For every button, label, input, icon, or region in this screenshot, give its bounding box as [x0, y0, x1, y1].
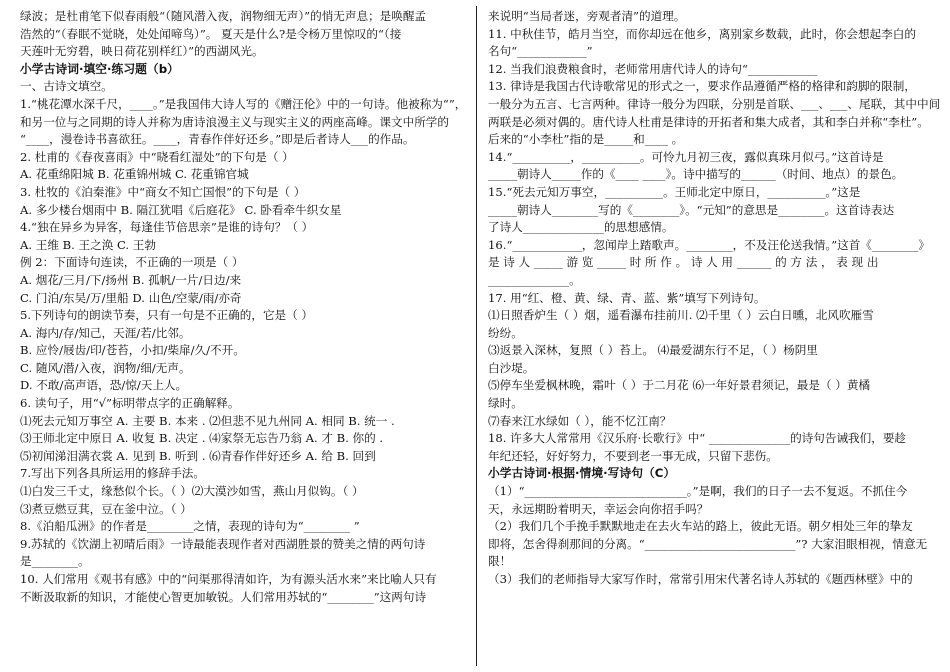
text-line: 后来的“小李杜”指的是_____和____ 。: [488, 132, 684, 147]
text-line: 9.苏轼的《饮湖上初晴后雨》一诗最能表现作者对西湖胜景的赞美之情的两句诗: [20, 536, 426, 551]
text-line: A. 多少楼台烟雨中 B. 隔江犹唱《后庭花》 C. 卧看牵牛织女星: [20, 202, 342, 217]
text-line: 来说明“当局者迷，旁观者清”的道理。: [488, 9, 686, 23]
text-line: ⑶煮豆燃豆萁，豆在釜中泣。（ ）: [20, 501, 192, 516]
text-line: A. 花重绵阳城 B. 花重锦州城 C. 花重锦官城: [20, 167, 249, 182]
text-line: 两联是必须对偶的。唐代诗人杜甫是律诗的开拓者和集大成者，其和李白并称“李杜”。: [488, 114, 929, 129]
text-line: ⑴死去元知万事空 A. 主要 B. 本来 . ⑵但悲不见九州同 A. 相同 B. 统一 .: [20, 413, 395, 428]
text-line: A. 烟花/三月/下/扬州 B. 孤帆/一片/日边/来: [20, 272, 242, 287]
text-line: 4.“独在异乡为异客，每逢佳节倍思亲”是谁的诗句？（ ）: [20, 220, 314, 235]
right-column: [488, 8, 940, 589]
text-line: ⑸初闻涕泪满衣裳 A. 见到 B. 听到 . ⑹青春作伴好还乡 A. 给 B. 回到: [20, 448, 376, 463]
text-line: 17. 用“红、橙、黄、绿、青、蓝、紫”填写下列诗句。: [488, 290, 766, 305]
text-line: A. 王维 B. 王之涣 C. 王勃: [20, 237, 156, 252]
text-line: ⑴白发三千丈，缘愁似个长。（ ）⑵大漠沙如雪，燕山月似钩。（ ）: [20, 484, 364, 499]
text-line: 14.“__________，__________。可怜九月初三夜，露似真珠月似弓。”这首诗是: [488, 149, 884, 164]
text-line: 纷纷。: [488, 325, 523, 340]
text-line: D. 不敢/高声语，恐/惊/天上人。: [20, 378, 188, 393]
text-line: 即将，怎舍得刹那间的分离。“__________________________”? 大家泪眼相视，情意无: [488, 536, 928, 551]
text-line: （2）我们几个手挽手默默地走在去火车站的路上，彼此无语。朝夕相处三年的挚友: [488, 519, 913, 534]
text-line: 6. 读句子，用“√”标明带点字的正确解释。: [20, 396, 240, 411]
text-line: 是________。: [20, 554, 90, 569]
text-line: 限！: [488, 554, 512, 569]
text-line: 3. 杜牧的《泊秦淮》中“商女不知亡国恨”的下句是（ ）: [20, 184, 306, 199]
text-line: ⑶返景入深林，复照（ ）苔上。 ⑷最爱湖东行不足，（ ）杨阴里: [488, 343, 818, 358]
text-line: 浩然的“（春眠不觉晓，处处闻啼鸟）”。 夏天是什么?是令杨万里惊叹的“（接: [20, 26, 402, 41]
text-line: 18. 许多大人常常用《汉乐府·长歌行》中“ ______________的诗句告诫我们，要趁: [488, 431, 907, 446]
text-line: 一、古诗文填空。: [20, 79, 113, 94]
text-line: 2. 杜甫的《春夜喜雨》中“晓看红湿处”的下句是（ ）: [20, 149, 294, 164]
text-line: 13. 律诗是我国古代诗歌常见的形式之一，要求作品遵循严格的格律和韵脚的限制，: [488, 79, 916, 94]
text-line: 不断汲取新的知识，才能使心智更加敏锐。人们常用苏轼的“________”这两句诗: [20, 589, 427, 604]
text-line: _____朝诗人________写的《________》。“元知”的意思是________。这首诗表达: [488, 202, 895, 217]
section-heading: 小学古诗词·填空·练习题（b）: [20, 61, 179, 76]
text-line: 一般分为五言、七言两种。律诗一般分为四联，分别是首联、___、___、尾联，其中中间: [488, 96, 940, 111]
text-line: （3）我们的老师指导大家写作时，常常引用宋代著名诗人苏轼的《题西林壁》中的: [488, 572, 913, 586]
text-line: “____，漫卷诗书喜欲狂。____，青春作伴好还乡。”即是后者诗人___的作品。: [20, 132, 415, 147]
text-line: 绿波；是杜甫笔下似春雨般“（随风潜入夜，润物细无声）”的悄无声息；是唤醒孟: [20, 9, 427, 23]
text-line: ______________。: [488, 272, 581, 287]
text-line: C. 随风/潜/入夜，润物/细/无声。: [20, 360, 191, 375]
text-line: 1.“桃花潭水深千尺，____。”是我国伟大诗人写的《赠汪伦》中的一句诗。他被称为“”，: [20, 96, 467, 111]
text-line: 天，永远期盼着明天，幸运会向你招手吗？: [488, 501, 709, 516]
left-column: [20, 8, 468, 606]
text-line: 5.下列诗句的朗读节奏，只有一句是不正确的，它是（ ）: [20, 308, 313, 323]
text-line: 和另一位与之同期的诗人并称为唐诗浪漫主义与现实主义的两座高峰。课文中所学的: [20, 114, 449, 129]
section-heading: 小学古诗词·根据·情境·写诗句（C）: [488, 466, 676, 481]
text-line: 白沙堤。: [488, 360, 535, 375]
text-line: 绿时。: [488, 396, 523, 411]
text-line: 16.“____________，忽闻岸上踏歌声。________，不及汪伦送我情。”这首《________》: [488, 237, 930, 252]
text-line: 8.《泊船瓜洲》的作者是________之情，表现的诗句为“________ ”: [20, 519, 360, 534]
text-line: 11. 中秋佳节，皓月当空，而你却远在他乡，离别家乡数载，此时，你会想起李白的: [488, 26, 916, 41]
text-line: 12. 当我们浪费粮食时，老师常用唐代诗人的诗句“____________: [488, 61, 818, 76]
text-line: ⑶王师北定中原日 A. 收复 B. 决定 . ⑷家祭无忘告乃翁 A. 才 B. 你的 .: [20, 431, 384, 446]
text-line: 7.写出下列各具所运用的修辞手法。: [20, 466, 205, 481]
column-divider: [476, 6, 477, 666]
text-line: ⑴日照香炉生（ ）烟，遥看瀑布挂前川. ⑵千里（ ）云白日曛，北风吹雁雪: [488, 308, 874, 323]
text-line: （1）“____________________________。”是啊，我们的日子一去不复返。不抓住今: [488, 484, 908, 499]
text-line: 15.“死去元知万事空，__________。王师北定中原日，__________。”这是: [488, 184, 861, 199]
text-line: ⑸停车坐爱枫林晚，霜叶（ ）于二月花 ⑹一年好景君须记，最是（ ）黄橘: [488, 378, 871, 393]
text-line: B. 应怜/屐齿/印/苍苔，小扣/柴扉/久/不开。: [20, 343, 245, 358]
text-line: 了诗人______________的思想感情。: [488, 220, 674, 235]
text-line: 年纪还轻，好好努力，不要到老一事无成，只留下悲伤。: [488, 448, 778, 463]
text-line: 天莲叶无穷碧，映日荷花别样红）”的西湖风光。: [20, 44, 264, 59]
text-line: 是 诗 人 _____ 游 览 _____ 时 所 作 。 诗 人 用 ______ 的 方 法 ， 表 现 出: [488, 255, 879, 270]
text-line: ⑺春来江水绿如（ ），能不忆江南？: [488, 413, 672, 428]
text-line: 名句“____________”: [488, 44, 593, 59]
text-line: 10. 人们常用《观书有感》中的“问渠那得清如许，为有源头活水来”来比喻人只有: [20, 572, 437, 586]
text-line: A. 海内/存/知己，天涯/若/比邻。: [20, 325, 191, 340]
text-line: _____朝诗人_____作的《____ ____》。诗中描写的______（时间、地点）的景色。: [488, 167, 904, 182]
text-line: C. 门泊/东吴/万/里船 D. 山色/空蒙/雨/亦奇: [20, 290, 242, 305]
text-line: 例 2：下面诗句连读，不正确的一项是（ ）: [20, 255, 244, 270]
